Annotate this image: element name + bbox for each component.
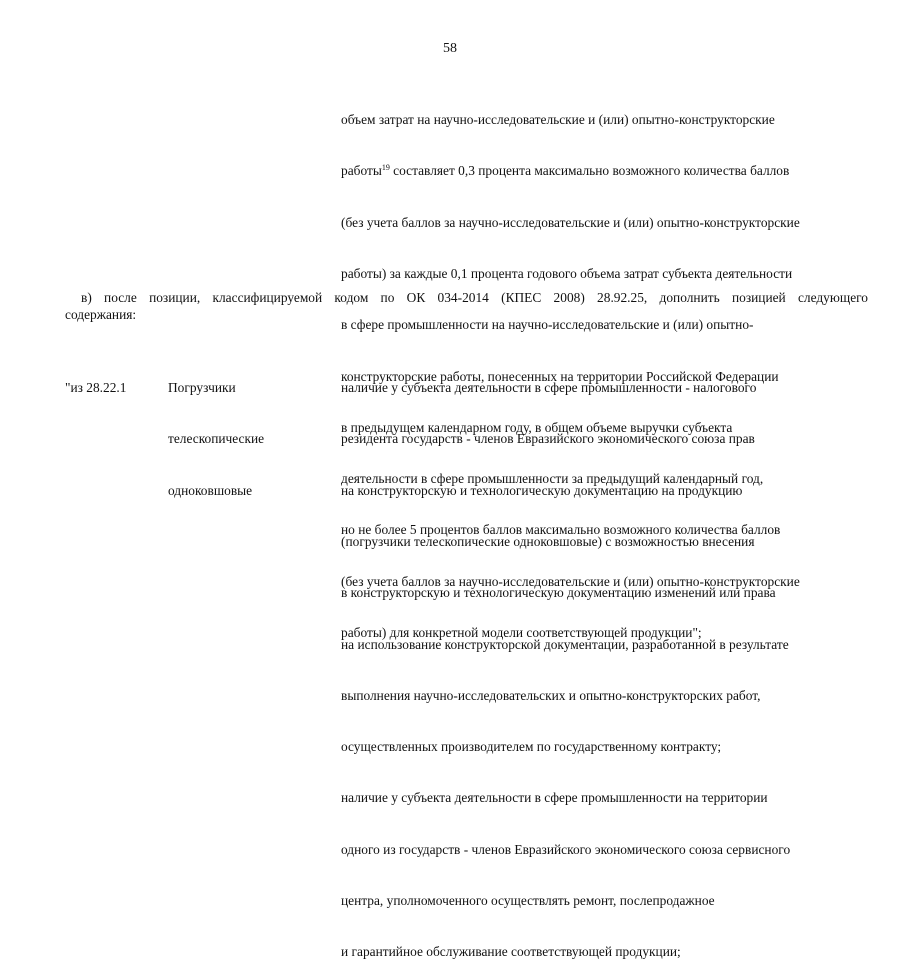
text-line: работы) за каждые 0,1 процента годового объема затрат субъекта деятельности xyxy=(341,266,793,282)
requirement-line: на использование конструкторской документации, разработанной в результате xyxy=(341,636,789,652)
requirement-line: наличие у субъекта деятельности в сфере промышленности - налогового xyxy=(341,380,757,396)
product-requirements xyxy=(341,345,790,977)
text-fragment: работы xyxy=(341,163,382,179)
name-line: Погрузчики xyxy=(168,380,236,396)
requirement-line: наличие у субъекта деятельности в сфере промышленности на территории xyxy=(341,790,768,806)
text-line: в сфере промышленности на научно-исследовательские и (или) опытно- xyxy=(341,317,754,333)
requirement-line: (погрузчики телескопические одноковшовые) с возможностью внесения xyxy=(341,534,755,550)
name-line: одноковшовые xyxy=(168,482,253,498)
code-text: "из 28.22.1 xyxy=(65,380,127,396)
text-line: в предыдущем календарном году, в общем объеме выручки субъекта xyxy=(341,419,733,435)
name-line: телескопические xyxy=(168,431,265,447)
text-line: (без учета баллов за научно-исследовательские и (или) опытно-конструкторские xyxy=(341,214,800,230)
requirement-line: и гарантийное обслуживание соответствующей продукции; xyxy=(341,944,681,960)
requirement-line: центра, уполномоченного осуществлять ремонт, послепродажное xyxy=(341,893,715,908)
text-line: (без учета баллов за научно-исследовательские и (или) опытно-конструкторские xyxy=(341,573,800,589)
paragraph-line: содержания: xyxy=(65,307,137,323)
product-name xyxy=(168,345,264,516)
page-number: 58 xyxy=(443,41,457,56)
requirement-line: на конструкторскую и технологическую документацию на продукцию xyxy=(341,482,743,498)
text-line: конструкторские работы, понесенных на территории Российской Федерации xyxy=(341,368,779,384)
text-line: но не более 5 процентов баллов максимально возможного количества баллов xyxy=(341,522,781,538)
text-line-with-footnote xyxy=(341,162,800,179)
paragraph-line: в) после позиции, классифицируемой кодом по ОК 034-2014 (КПЕС 2008) 28.92.25, дополнить позицией следующего xyxy=(81,290,868,305)
requirement-line: резидента государств - членов Евразийского экономического союза прав xyxy=(341,431,755,447)
requirement-line: осуществленных производителем по государственному контракту; xyxy=(341,739,722,755)
amendment-paragraph xyxy=(65,289,868,323)
requirement-line: выполнения научно-исследовательских и опытно-конструкторских работ, xyxy=(341,687,761,703)
requirement-line: одного из государств - членов Евразийского экономического союза сервисного xyxy=(341,841,791,857)
footnote-marker: 19 xyxy=(381,163,390,173)
product-code xyxy=(65,345,126,413)
requirement-line: в конструкторскую и технологическую документацию изменений или права xyxy=(341,585,776,601)
text-fragment: составляет 0,3 процента максимально возможного количества баллов xyxy=(389,163,790,179)
text-line: объем затрат на научно-исследовательские и (или) опытно-конструкторские xyxy=(341,112,775,128)
text-line: работы) для конкретной модели соответствующей продукции"; xyxy=(341,625,702,640)
text-line: деятельности в сфере промышленности за предыдущий календарный год, xyxy=(341,471,764,487)
